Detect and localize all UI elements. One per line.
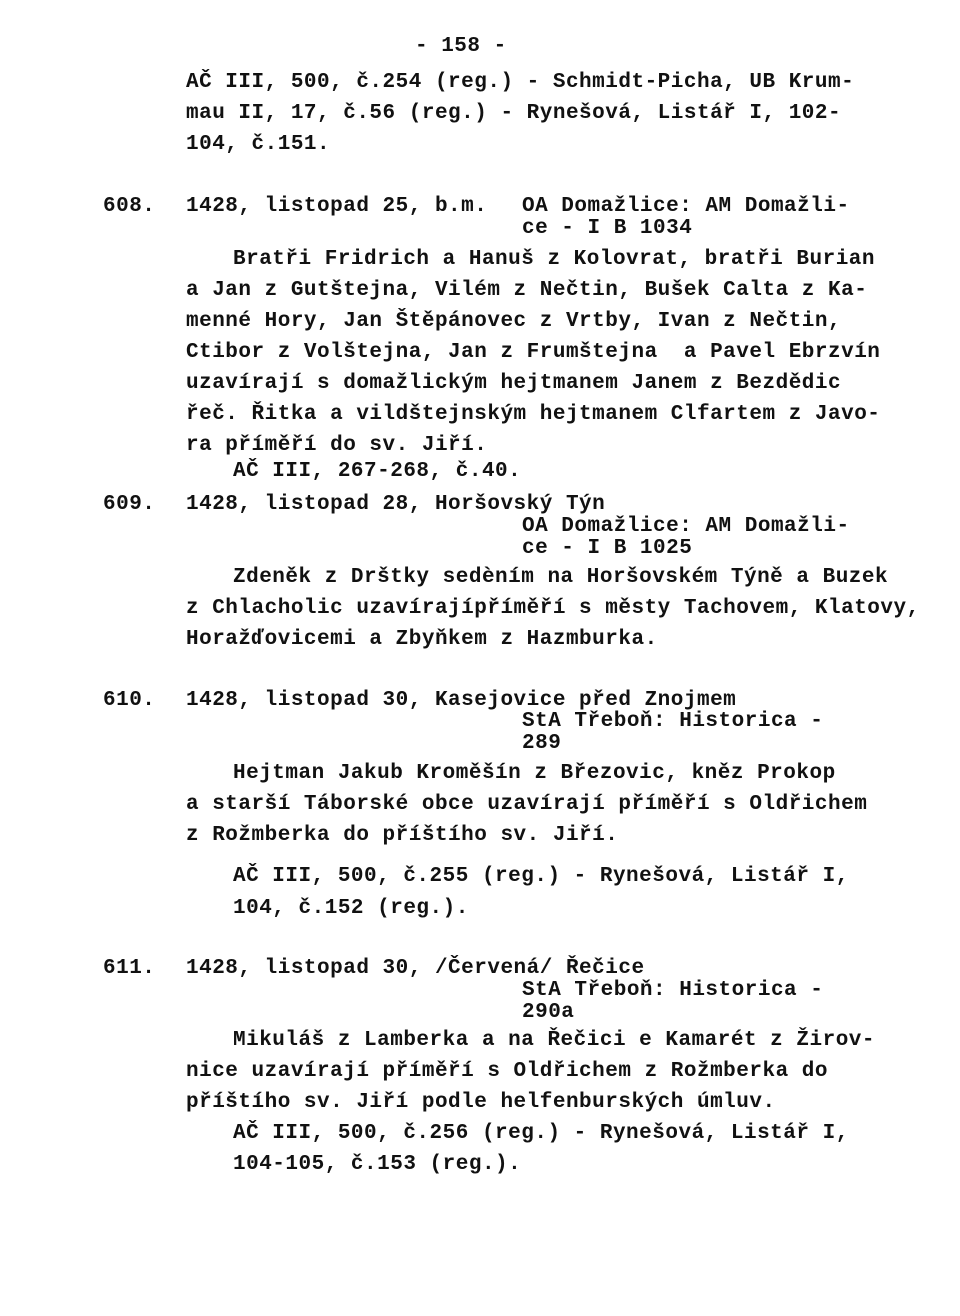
entry-text-line: příštího sv. Jiří podle helfenburských úmluv.	[186, 1091, 776, 1114]
entry-archive-line: OA Domažlice: AM Domažli-	[522, 515, 850, 538]
entry-text-line: Ctibor z Volštejna, Jan z Frumštejna a Pavel Ebrzvín	[186, 341, 881, 364]
entry-text-line: nice uzavírají příměří s Oldřichem z Rožmberka do	[186, 1060, 829, 1083]
entry-number: 611.	[103, 957, 156, 980]
entry-date-place: 1428, listopad 30, Kasejovice před Znojmem	[186, 689, 737, 712]
entry-citation-line: AČ III, 500, č.255 (reg.) - Rynešová, Listář I,	[233, 865, 849, 888]
entry-citation-line: AČ III, 500, č.256 (reg.) - Rynešová, Listář I,	[233, 1122, 849, 1145]
entry-text-line: a starší Táborské obce uzavírají příměří s Oldřichem	[186, 793, 868, 816]
entry-date-place: 1428, listopad 28, Horšovský Týn	[186, 493, 606, 516]
entry-citation-line: AČ III, 267-268, č.40.	[233, 460, 522, 483]
entry-number: 609.	[103, 493, 156, 516]
entry-number: 610.	[103, 689, 156, 712]
page-number: - 158 -	[415, 35, 507, 58]
entry-text-line: z Chlacholic uzavírajípříměří s městy Tachovem, Klatovy,	[186, 597, 920, 620]
entry-text-line: z Rožmberka do příštího sv. Jiří.	[186, 824, 619, 847]
entry-text-line: Horažďovicemi a Zbyňkem z Hazmburka.	[186, 628, 658, 651]
entry-text-line: uzavírají s domažlickým hejtmanem Janem z Bezdědic	[186, 372, 842, 395]
header-citation-line: 104, č.151.	[186, 133, 331, 156]
entry-citation-line: 104, č.152 (reg.).	[233, 897, 469, 920]
entry-text-line: Zdeněk z Drštky sedèním na Horšovském Týně a Buzek	[233, 566, 889, 589]
entry-citation-line: 104-105, č.153 (reg.).	[233, 1153, 522, 1176]
entry-text-line: Bratři Fridrich a Hanuš z Kolovrat, bratři Burian	[233, 248, 876, 271]
entry-archive-line: 289	[522, 732, 562, 755]
entry-archive-line: StA Třeboň: Historica -	[522, 710, 824, 733]
entry-archive-line: 290a	[522, 1001, 575, 1024]
entry-date-place: 1428, listopad 25, b.m.	[186, 195, 488, 218]
entry-archive-line: StA Třeboň: Historica -	[522, 979, 824, 1002]
entry-text-line: ra příměří do sv. Jiří.	[186, 434, 488, 457]
entry-text-line: menné Hory, Jan Štěpánovec z Vrtby, Ivan z Nečtin,	[186, 310, 842, 333]
header-citation-line: mau II, 17, č.56 (reg.) - Rynešová, Listář I, 102-	[186, 102, 842, 125]
entry-text-line: Mikuláš z Lamberka a na Řečici e Kamarét z Žirov-	[233, 1029, 876, 1052]
entry-archive-line: ce - I B 1025	[522, 537, 693, 560]
entry-number: 608.	[103, 195, 156, 218]
entry-date-place: 1428, listopad 30, /Červená/ Řečice	[186, 957, 645, 980]
entry-text-line: řeč. Řitka a vildštejnským hejtmanem Clfartem z Javo-	[186, 403, 881, 426]
header-citation-line: AČ III, 500, č.254 (reg.) - Schmidt-Picha, UB Krum-	[186, 71, 855, 94]
entry-text-line: Hejtman Jakub Kroměšín z Březovic, kněz Prokop	[233, 762, 836, 785]
entry-archive-line: ce - I B 1034	[522, 217, 693, 240]
entry-archive-line: OA Domažlice: AM Domažli-	[522, 195, 850, 218]
entry-text-line: a Jan z Gutštejna, Vilém z Nečtin, Bušek Calta z Ka-	[186, 279, 868, 302]
